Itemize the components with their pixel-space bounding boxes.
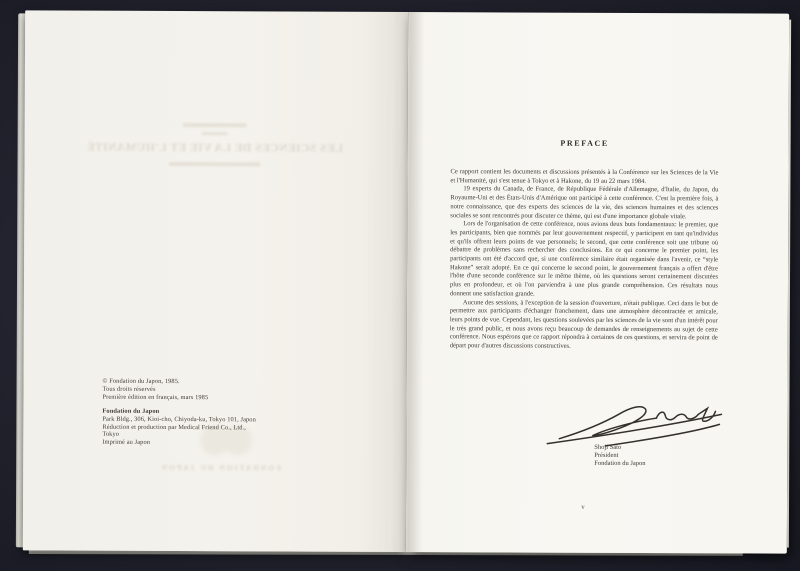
edition-line: Première édition en français, mars 1985	[102, 393, 209, 401]
ghost-line	[202, 132, 228, 135]
rights-line: Tous droits réservés	[102, 385, 156, 393]
preface-heading: PREFACE	[560, 138, 609, 148]
publisher-name: Fondation du Japon	[102, 407, 160, 415]
page-number: v	[581, 503, 585, 511]
imprint-block	[102, 378, 352, 448]
preface-body	[450, 168, 719, 352]
ghost-line	[183, 123, 247, 127]
preface-paragraph: Ce rapport contient les documents et discussions présentés à la Conférence sur les Sciences de la Vie et l'Humanité, qui s'est tenue à Tokyo et à Hakone, du 19 au 22 mars 1984.	[450, 168, 719, 185]
ghost-book-title: LES SCIENCES DE LA VIE ET L'HUMANITÉ	[86, 141, 343, 155]
preface-paragraph: Lors de l'organisation de cette conférence, nous avions deux buts fondamentaux: le premier, que les participants, bien que nommés par leur gouvernement respectif, y participent en tant qu'individus et qu'ils offrent leurs points de vue personnels; le second, que cette conférence soit une tribune où débattre de problèmes sans rechercher des conclusions. En ce qui concerne le premier point, les participants ont été d'accord que, si une conférence similaire était organisée dans l'avenir, ce “style Hakone” serait adopté. En ce qui concerne le second point, le gouvernement français a offert d'être l'hôte d'une seconde conférence sur le même thème, où les questions seront certainement discutées plus en profondeur, et où l'on parviendra à une plus grande compréhension. Ces résultats nous donnent une satisfaction grande.	[449, 220, 719, 298]
ghost-footer-showthrough: FONDATION DU JAPON	[159, 462, 281, 473]
preface-paragraph: 19 experts du Canada, de France, de République Fédérale d'Allemagne, d'Italie, du Japon, du Royaume-Uni et des États-Unis d'Amérique ont participé à cette conférence. C'est la première fois, à notre connaissance, que des experts des sciences de la vie, des sciences humaines et des sciences sociales se sont rencontrés pour discuter ce thème, qui est d'une importance globale vitale.	[450, 185, 719, 220]
printed-in: Imprimé au Japon	[102, 439, 151, 447]
signatory-organization: Fondation du Japon	[594, 460, 646, 468]
signatory-block	[594, 444, 744, 469]
ghost-line	[169, 162, 261, 166]
publisher-city: Tokyo	[102, 431, 120, 439]
signatory-title: Président	[594, 452, 619, 460]
signatory-name: Shoji Sato	[594, 443, 622, 451]
preface-paragraph: Aucune des sessions, à l'exception de la session d'ouverture, n'était publique. Ceci dans le but de permettre aux participants d'échanger franchement, dans une atmosphère décontractée et amicale, leurs points de vue. Cependant, les questions soulevées par les sciences de la vie sont d'un intérêt pour le très grand public, et nous avons reçu beaucoup de demandes de renseignements au sujet de cette conférence. Nous espérons que ce rapport répondra à certaines de ces questions, et servira de point de départ pour d'autres discussions constructives.	[449, 298, 718, 350]
left-page	[23, 10, 408, 552]
publisher-address: Park Bldg., 306, Kioi-cho, Chiyoda-ku, Tokyo 101, Japon	[102, 415, 256, 423]
publisher-production: Réduction et production par Medical Friend Co., Ltd.,	[102, 423, 246, 431]
ghost-title-showthrough	[65, 123, 365, 167]
copyright-line: © Fondation du Japon, 1985.	[102, 377, 180, 386]
handwritten-signature	[543, 401, 727, 450]
open-book-spread	[23, 10, 789, 553]
